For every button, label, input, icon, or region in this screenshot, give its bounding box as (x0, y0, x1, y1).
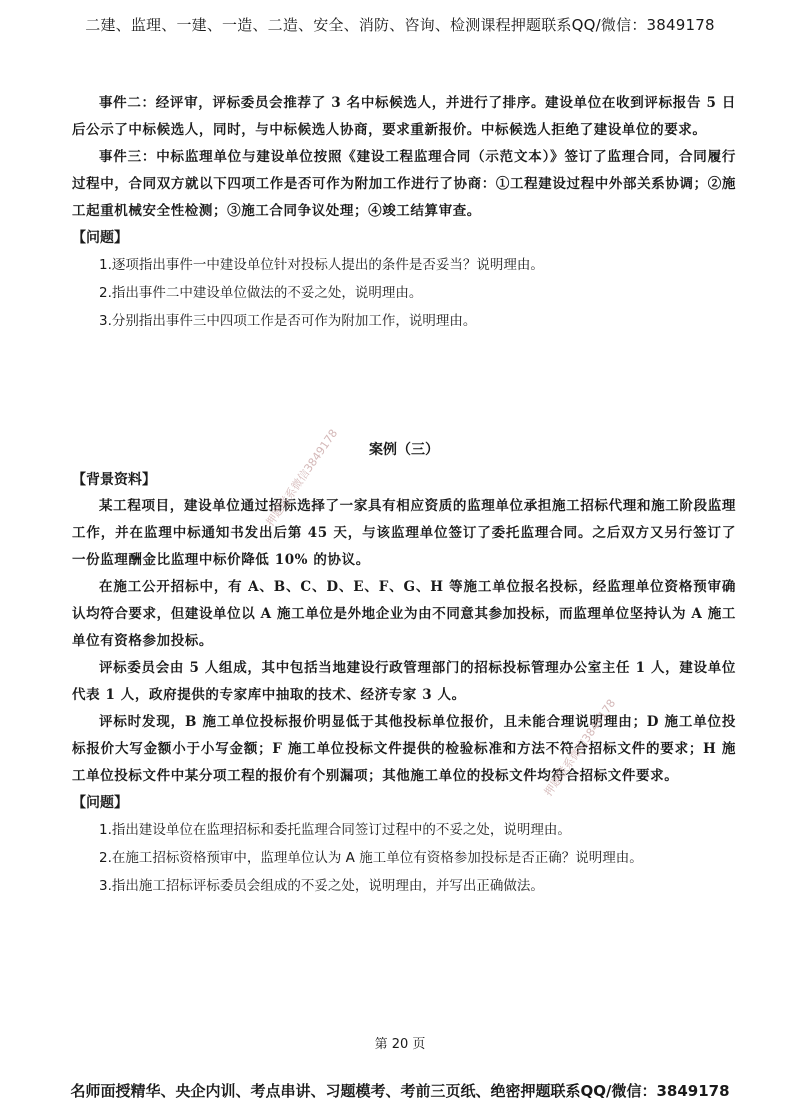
page-footer: 名师面授精华、央企内训、考点串讲、习题模考、考前三页纸、绝密押题联系QQ/微信：3849178 (70, 1082, 730, 1100)
event-two-paragraph: 事件二：经评审，评标委员会推荐了 3 名中标候选人，并进行了排序。建设单位在收到评标报告 5 日后公示了中标候选人，同时，与中标候选人协商，要求重新报价。中标候选人拒绝了建设单位的要求。 (72, 95, 736, 138)
question-item: 1.逐项指出事件一中建设单位针对投标人提出的条件是否妥当？说明理由。 (99, 257, 544, 273)
background-paragraph: 在施工公开招标中，有 A、B、C、D、E、F、G、H 等施工单位报名投标，经监理单位资格预审确认均符合要求，但建设单位以 A 施工单位是外地企业为由不同意其参加投标，而监理单位坚持认为 A 施工单位有资格参加投标。 (72, 579, 736, 649)
question-heading-2: 【问题】 (72, 795, 128, 811)
question-heading-1: 【问题】 (72, 230, 128, 246)
question-item: 2.指出事件二中建设单位做法的不妥之处，说明理由。 (99, 285, 423, 301)
page-content (72, 90, 736, 900)
watermark-stamp: 押题联系微信3849178 (263, 426, 341, 529)
event-three-paragraph: 事件三：中标监理单位与建设单位按照《建设工程监理合同（示范文本）》签订了监理合同，合同履行过程中，合同双方就以下四项工作是否可作为附加工作进行了协商：①工程建设过程中外部关系协调；②施工起重机械安全性检测；③施工合同争议处理；④竣工结算审查。 (72, 149, 736, 219)
page-number: 第 20 页 (374, 1037, 426, 1052)
question-item: 2.在施工招标资格预审中，监理单位认为 A 施工单位有资格参加投标是否正确？说明理由。 (99, 850, 643, 866)
case-title: 案例（三） (369, 442, 439, 458)
watermark-stamp: 押题联系微信3849178 (541, 696, 619, 799)
background-heading: 【背景资料】 (72, 472, 156, 488)
question-item: 3.指出施工招标评标委员会组成的不妥之处，说明理由，并写出正确做法。 (99, 878, 544, 894)
background-paragraph: 评标委员会由 5 人组成，其中包括当地建设行政管理部门的招标投标管理办公室主任 1 人，建设单位代表 1 人，政府提供的专家库中抽取的技术、经济专家 3 人。 (72, 660, 736, 703)
page-header: 二建、监理、一建、一造、二造、安全、消防、咨询、检测课程押题联系QQ/微信：3849178 (85, 16, 715, 34)
background-paragraph: 某工程项目，建设单位通过招标选择了一家具有相应资质的监理单位承担施工招标代理和施工阶段监理工作，并在监理中标通知书发出后第 45 天，与该监理单位签订了委托监理合同。之后双方又另行签订了一份监理酬金比监理中标价降低 10% 的协议。 (72, 498, 736, 568)
question-item: 3.分别指出事件三中四项工作是否可作为附加工作，说明理由。 (99, 313, 477, 329)
background-paragraph: 评标时发现，B 施工单位投标报价明显低于其他投标单位报价，且未能合理说明理由；D 施工单位投标报价大写金额小于小写金额；F 施工单位投标文件提供的检验标准和方法不符合招标文件的要求；H 施工单位投标文件中某分项工程的报价有个别漏项；其他施工单位的投标文件均符合招标文件要求。 (72, 714, 736, 784)
question-item: 1.指出建设单位在监理招标和委托监理合同签订过程中的不妥之处，说明理由。 (99, 822, 571, 838)
